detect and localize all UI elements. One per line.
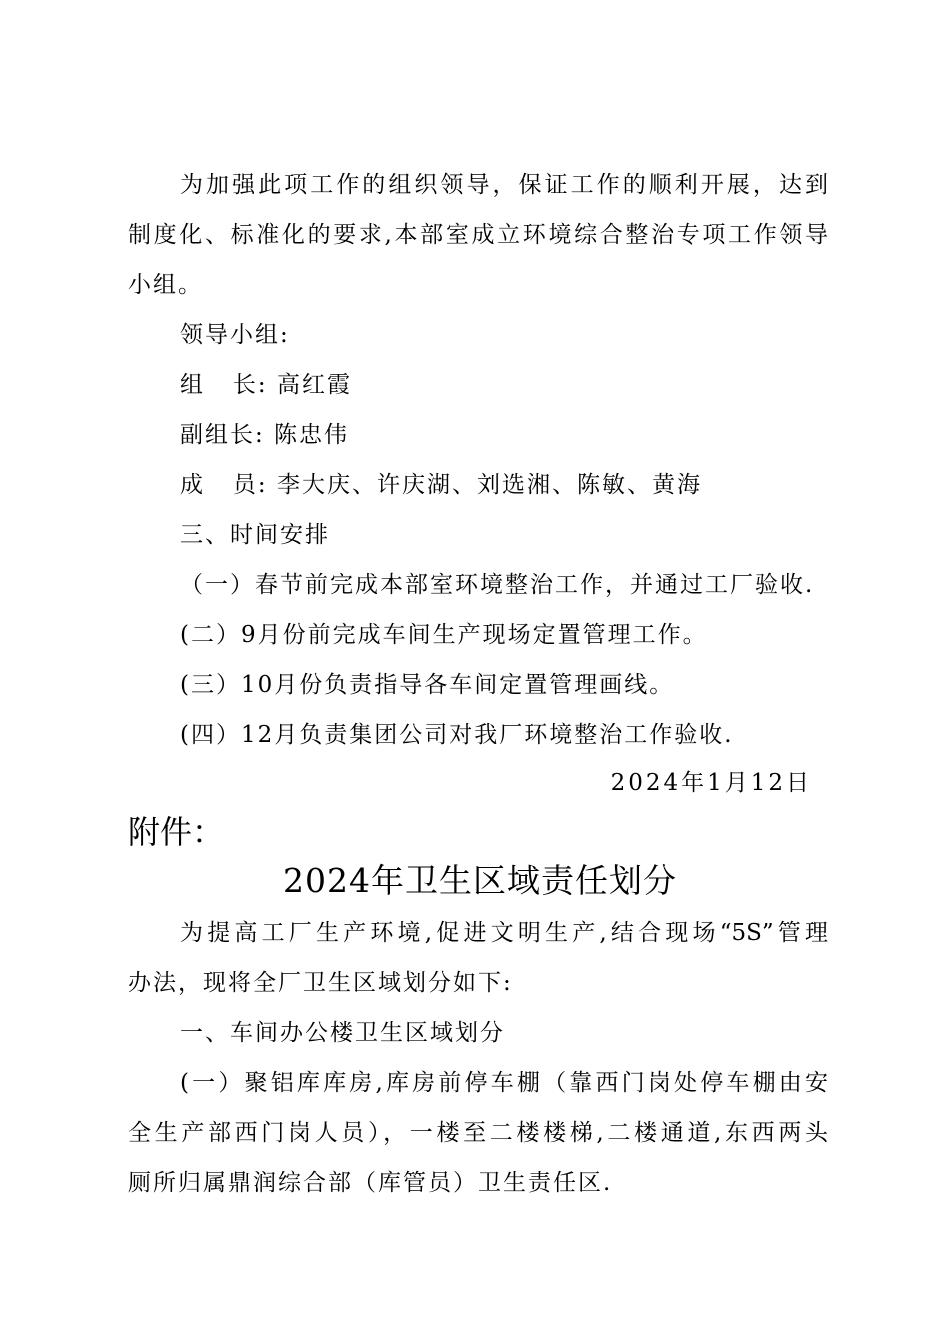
paragraph-line: (一）聚铝库库房,库房前停车棚（靠西门岗处停车棚由安 — [180, 1070, 828, 1096]
leader-line: 组 长: 高红霞 — [180, 372, 352, 398]
schedule-item: (三）10月份负责指导各车间定置管理画线。 — [180, 672, 675, 698]
group-heading: 领导小组: — [180, 322, 290, 348]
paragraph-line: 办法，现将全厂卫生区域划分如下: — [128, 970, 513, 996]
schedule-item: (四）12月负责集团公司对我厂环境整治工作验收. — [180, 722, 734, 748]
paragraph-line: 为加强此项工作的组织领导，保证工作的顺利开展，达到 — [180, 172, 828, 198]
document-date: 2024年1月12日 — [610, 770, 812, 796]
paragraph-line: 全生产部西门岗人员），一楼至二楼楼梯,二楼通道,东西两头 — [128, 1120, 828, 1146]
subsection-heading: 一、车间办公楼卫生区域划分 — [180, 1020, 505, 1046]
paragraph-line: 小组。 — [128, 272, 203, 298]
deputy-leader-line: 副组长: 陈忠伟 — [180, 422, 350, 448]
paragraph-line: 制度化、标准化的要求,本部室成立环境综合整治专项工作领导 — [128, 222, 828, 248]
paragraph-line: 厕所归属鼎润综合部（库管员）卫生责任区. — [128, 1170, 613, 1196]
section-heading: 三、时间安排 — [180, 522, 330, 548]
members-line: 成 员: 李大庆、许庆湖、刘选湘、陈敏、黄海 — [180, 472, 702, 498]
attachment-title: 2024年卫生区域责任划分 — [283, 861, 677, 900]
schedule-item: （一）春节前完成本部室环境整治工作，并通过工厂验收. — [180, 572, 815, 598]
attachment-label: 附件： — [128, 813, 225, 851]
schedule-item: (二）9月份前完成车间生产现场定置管理工作。 — [180, 622, 708, 648]
paragraph-line: 为提高工厂生产环境,促进文明生产,结合现场“5S”管理 — [180, 920, 828, 946]
